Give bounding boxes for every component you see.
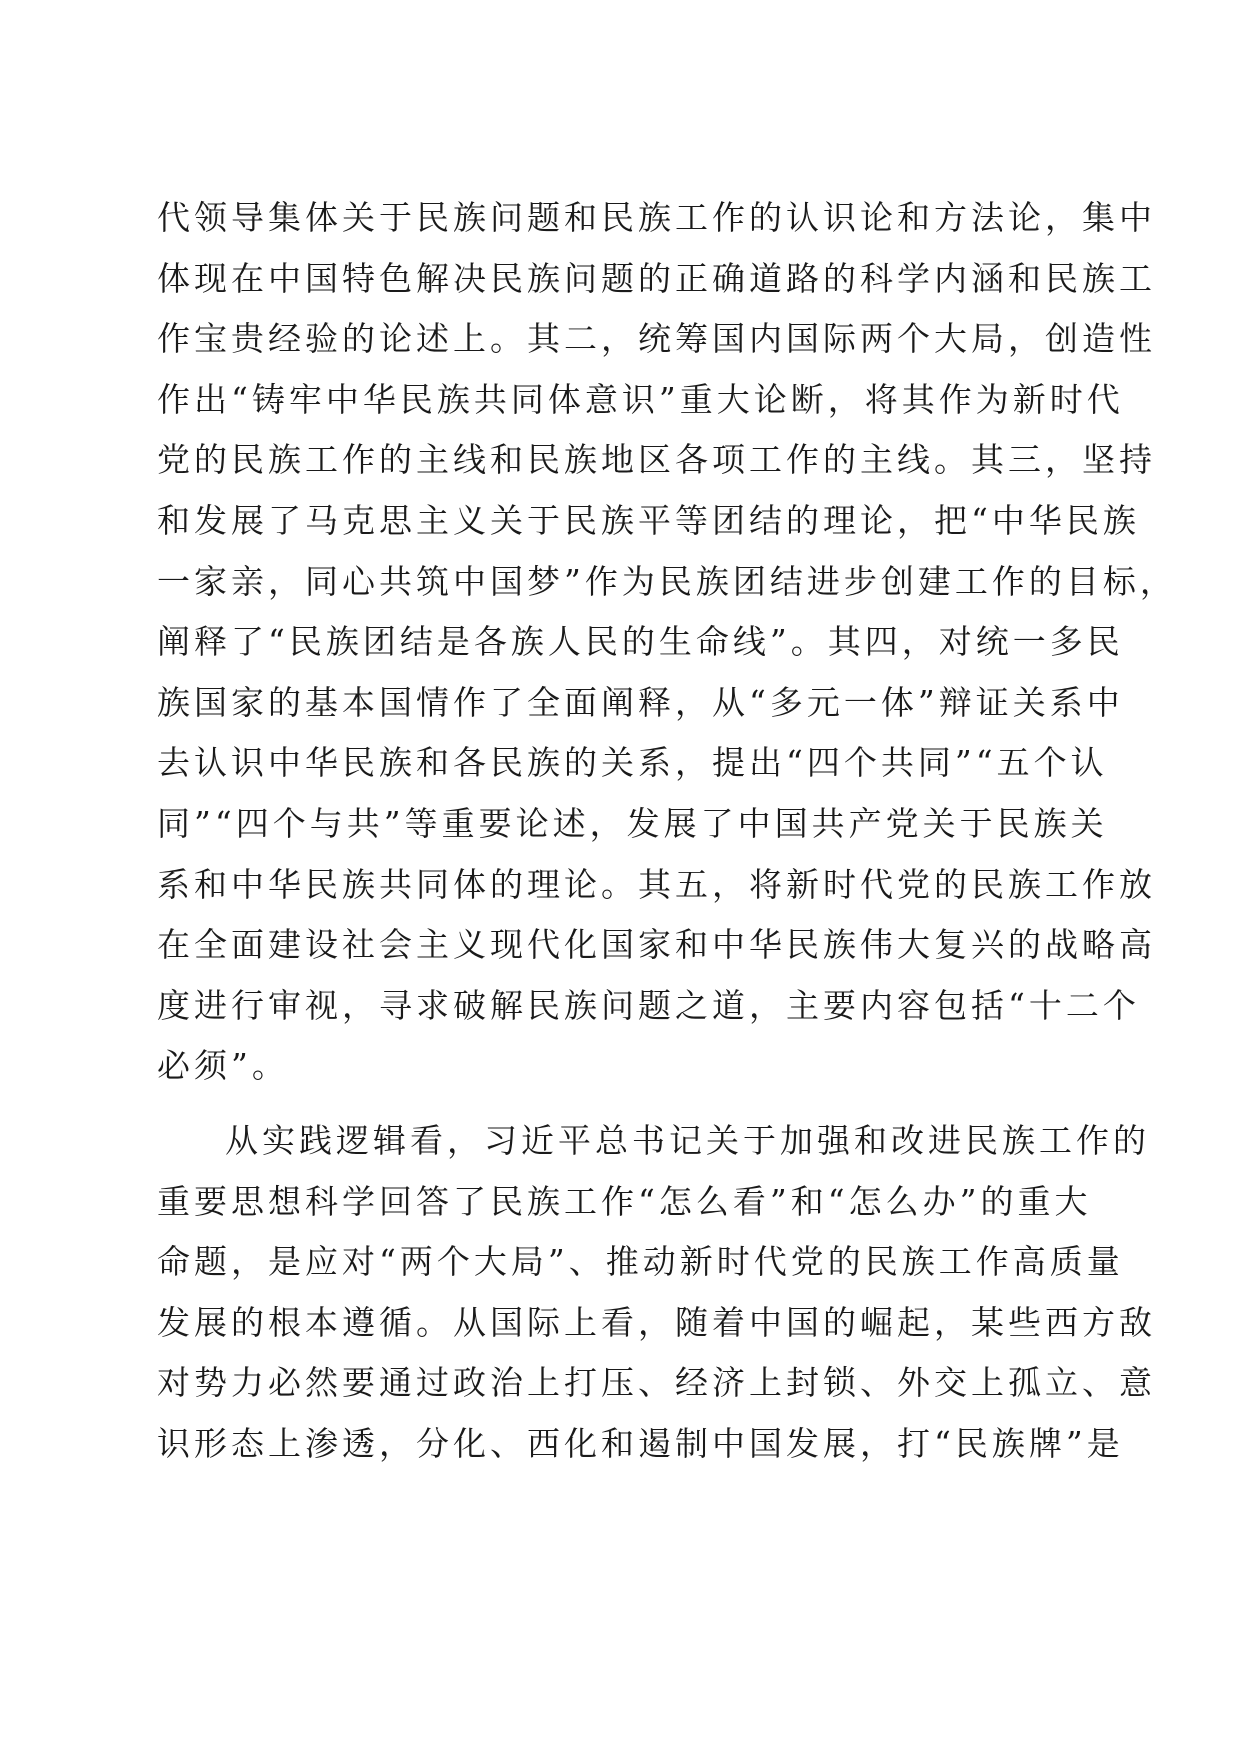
text-line: 一家亲，同心共筑中国梦”作为民族团结进步创建工作的目标， [157,561,1177,601]
paragraph-gap [157,1097,1062,1111]
text-line: 系和中华民族共同体的理论。其五，将新时代党的民族工作放 [157,864,1156,904]
text-line: 必须”。 [157,1046,289,1086]
paragraph-2 [157,1111,1156,1475]
text-line: 作宝贵经验的论述上。其二，统筹国内国际两个大局，创造性 [157,319,1156,359]
text-line: 体现在中国特色解决民族问题的正确道路的科学内涵和民族工 [157,258,1156,298]
text-line: 从实践逻辑看，习近平总书记关于加强和改进民族工作的 [225,1120,1150,1160]
text-line: 阐释了“民族团结是各族人民的生命线”。其四，对统一多民 [157,622,1124,662]
text-line: 在全面建设社会主义现代化国家和中华民族伟大复兴的战略高 [157,925,1156,965]
text-line: 命题，是应对“两个大局”、推动新时代党的民族工作高质量 [157,1242,1124,1282]
text-line: 识形态上渗透，分化、西化和遏制中国发展，打“民族牌”是 [157,1423,1124,1463]
text-line: 党的民族工作的主线和民族地区各项工作的主线。其三，坚持 [157,440,1156,480]
text-line: 发展的根本遵循。从国际上看，随着中国的崛起，某些西方敌 [157,1302,1156,1342]
text-line: 重要思想科学回答了民族工作“怎么看”和“怎么办”的重大 [157,1181,1092,1221]
text-line: 同”“四个与共”等重要论述，发展了中国共产党关于民族关 [157,803,1108,843]
text-line: 作出“铸牢中华民族共同体意识”重大论断，将其作为新时代 [157,379,1124,419]
text-line: 去认识中华民族和各民族的关系，提出“四个共同”“五个认 [157,743,1108,783]
text-line: 族国家的基本国情作了全面阐释，从“多元一体”辩证关系中 [157,682,1124,722]
text-line: 对势力必然要通过政治上打压、经济上封锁、外交上孤立、意 [157,1363,1156,1403]
text-line: 和发展了马克思主义关于民族平等团结的理论，把“中华民族 [157,500,1140,540]
document-body [157,188,1177,1474]
paragraph-1 [157,188,1177,1097]
text-line: 度进行审视，寻求破解民族问题之道，主要内容包括“十二个 [157,985,1140,1025]
text-line: 代领导集体关于民族问题和民族工作的认识论和方法论，集中 [157,198,1156,237]
